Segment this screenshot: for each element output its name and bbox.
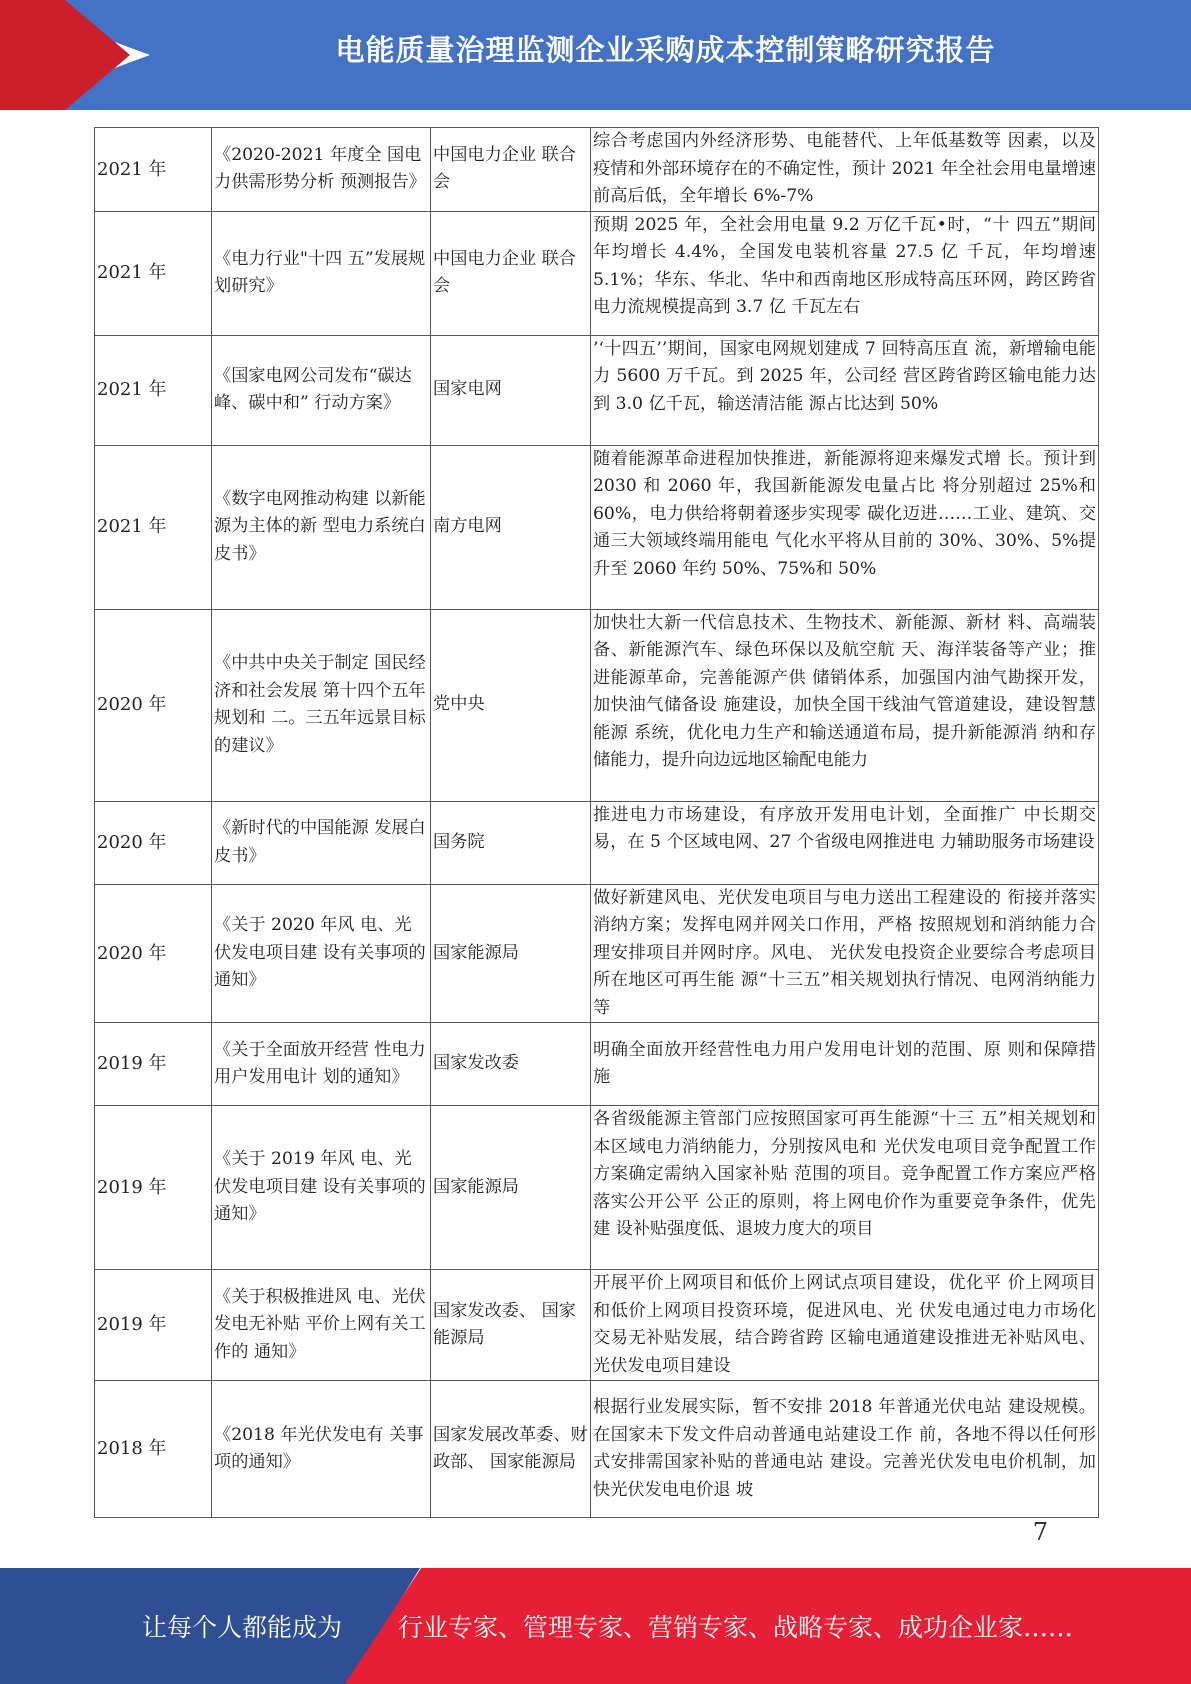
policy-name-cell: 《中共中央关于制定 国民经济和社会发展 第十四个五年规划和 二。三五年远景目标 的建议》	[212, 609, 431, 801]
content-cell: 开展平价上网项目和低价上网试点项目建设，优化平 价上网项目和低价上网项目投资环境，促进风电、光 伏发电通过电力市场化交易无补贴发展，结合跨省跨 区输电通道建设推进无补贴风电、光伏发电项目建设	[591, 1270, 1099, 1381]
content-cell: ’‘十四五’’期间，国家电网规划建成 7 回特高压直 流，新增输电能力 5600 万千瓦。到 2025 年，公司经 营区跨省跨区输电能力达到 3.0 亿千瓦，输送清洁能 源占比达到 50%	[591, 335, 1099, 445]
issuer-cell: 国家发展改革委、财政部、 国家能源局	[431, 1381, 591, 1518]
table-row	[95, 1270, 1099, 1381]
year-cell: 2021 年	[95, 335, 212, 445]
content-cell: 做好新建风电、光伏发电项目与电力送出工程建设的 衔接并落实消纳方案；发挥电网并网关口作用，严格 按照规划和消纳能力合理安排项目并网时序。风电、 光伏发电投资企业要综合考虑项目所在地区可再生能 源“十三五”相关规划执行情况、电网消纳能力等	[591, 884, 1099, 1023]
policy-name-cell: 《2018 年光伏发电有 关事项的通知》	[212, 1381, 431, 1518]
page-footer	[0, 1568, 1191, 1684]
policy-name-cell: 《关于 2020 年风 电、光伏发电项目建 设有关事项的通知》	[212, 884, 431, 1023]
year-cell: 2019 年	[95, 1270, 212, 1381]
table-row	[95, 884, 1099, 1023]
issuer-cell: 国家发改委	[431, 1023, 591, 1106]
policy-name-cell: 《关于积极推进风 电、光伏发电无补贴 平价上网有关工作的 通知》	[212, 1270, 431, 1381]
policy-name-cell: 《关于全面放开经营 性电力用户发用电计 划的通知》	[212, 1023, 431, 1106]
table-row	[95, 335, 1099, 445]
table-row	[95, 211, 1099, 335]
issuer-cell: 国家发改委、 国家能源局	[431, 1270, 591, 1381]
content-cell: 预期 2025 年，全社会用电量 9.2 万亿千瓦•时，“十 四五”期间年均增长 4.4%，全国发电装机容量 27.5 亿 千瓦，年均增速 5.1%；华东、华北、华中和西南地区形成特高压环网，跨区跨省电力流规模提高到 3.7 亿 千瓦左右	[591, 211, 1099, 335]
page-number: 7	[1032, 1518, 1048, 1546]
issuer-cell: 国家能源局	[431, 884, 591, 1023]
policy-name-cell: 《2020-2021 年度全 国电力供需形势分析 预测报告》	[212, 128, 431, 212]
table-row	[95, 1381, 1099, 1518]
policy-name-cell: 《国家电网公司发布“碳达峰、碳中和” 行动方案》	[212, 335, 431, 445]
policy-name-cell: 《关于 2019 年风 电、光伏发电项目建 设有关事项的通知》	[212, 1106, 431, 1270]
year-cell: 2019 年	[95, 1023, 212, 1106]
table-row	[95, 1106, 1099, 1270]
footer-slogan-tail: 行业专家、管理专家、营销专家、战略专家、成功企业家……	[398, 1613, 1074, 1642]
table-row	[95, 609, 1099, 801]
policy-name-cell: 《电力行业"十四 五”发展规划研究》	[212, 211, 431, 335]
table-row	[95, 801, 1099, 884]
content-cell: 加快壮大新一代信息技术、生物技术、新能源、新材 料、高端装备、新能源汽车、绿色环保以及航空航 天、海洋装备等产业；推进能源革命，完善能源产供 储销体系，加强国内油气勘探开发，加快油气储备设 施建设，加快全国干线油气管道建设，建设智慧能源 系统，优化电力生产和输送通道布局，提升新能源消 纳和存储能力，提升向边远地区输配电能力	[591, 609, 1099, 801]
table-row	[95, 445, 1099, 609]
content-cell: 明确全面放开经营性电力用户发用电计划的范围、原 则和保障措施	[591, 1023, 1099, 1106]
policy-name-cell: 《数字电网推动构建 以新能源为主体的新 型电力系统白皮书》	[212, 445, 431, 609]
policy-name-cell: 《新时代的中国能源 发展白皮书》	[212, 801, 431, 884]
year-cell: 2021 年	[95, 445, 212, 609]
table-row	[95, 128, 1099, 212]
content-cell: 综合考虑国内外经济形势、电能替代、上年低基数等 因素，以及疫情和外部环境存在的不确定性，预计 2021 年全社会用电量增速前高后低，全年增长 6%-7%	[591, 128, 1099, 212]
content-cell: 根据行业发展实际，暂不安排 2018 年普通光伏电站 建设规模。在国家未下发文件启动普通电站建设工作 前，各地不得以任何形式安排需国家补贴的普通电站 建设。完善光伏发电电价机制，加快光伏发电电价退 坡	[591, 1381, 1099, 1518]
content-cell: 各省级能源主管部门应按照国家可再生能源“十三 五”相关规划和本区域电力消纳能力，分别按风电和 光伏发电项目竞争配置工作方案确定需纳入国家补贴 范围的项目。竞争配置工作方案应严格落实公开公平 公正的原则，将上网电价作为重要竞争条件，优先建 设补贴强度低、退坡力度大的项目	[591, 1106, 1099, 1270]
year-cell: 2018 年	[95, 1381, 212, 1518]
report-title: 电能质量治理监测企业采购成本控制策略研究报告	[335, 33, 996, 67]
issuer-cell: 国家电网	[431, 335, 591, 445]
page-header	[0, 0, 1191, 110]
issuer-cell: 南方电网	[431, 445, 591, 609]
year-cell: 2020 年	[95, 801, 212, 884]
table-row	[95, 1023, 1099, 1106]
content-cell: 推进电力市场建设，有序放开发用电计划，全面推广 中长期交易，在 5 个区域电网、27 个省级电网推进电 力辅助服务市场建设	[591, 801, 1099, 884]
content-cell: 随着能源革命进程加快推进，新能源将迎来爆发式增 长。预计到 2030 和 2060 年，我国新能源发电量占比 将分别超过 25%和 60%，电力供给将朝着逐步实现零 碳化迈进……工业、建筑、交通三大领域终端用能电 气化水平将从目前的 30%、30%、5%提升至 2060 年约 50%、75%和 50%	[591, 445, 1099, 609]
footer-slogan-lead: 让每个人都能成为	[142, 1613, 343, 1642]
year-cell: 2020 年	[95, 609, 212, 801]
issuer-cell: 国务院	[431, 801, 591, 884]
issuer-cell: 国家能源局	[431, 1106, 591, 1270]
issuer-cell: 党中央	[431, 609, 591, 801]
year-cell: 2020 年	[95, 884, 212, 1023]
year-cell: 2019 年	[95, 1106, 212, 1270]
issuer-cell: 中国电力企业 联合会	[431, 128, 591, 212]
year-cell: 2021 年	[95, 128, 212, 212]
policy-table	[94, 127, 1099, 1518]
year-cell: 2021 年	[95, 211, 212, 335]
issuer-cell: 中国电力企业 联合会	[431, 211, 591, 335]
